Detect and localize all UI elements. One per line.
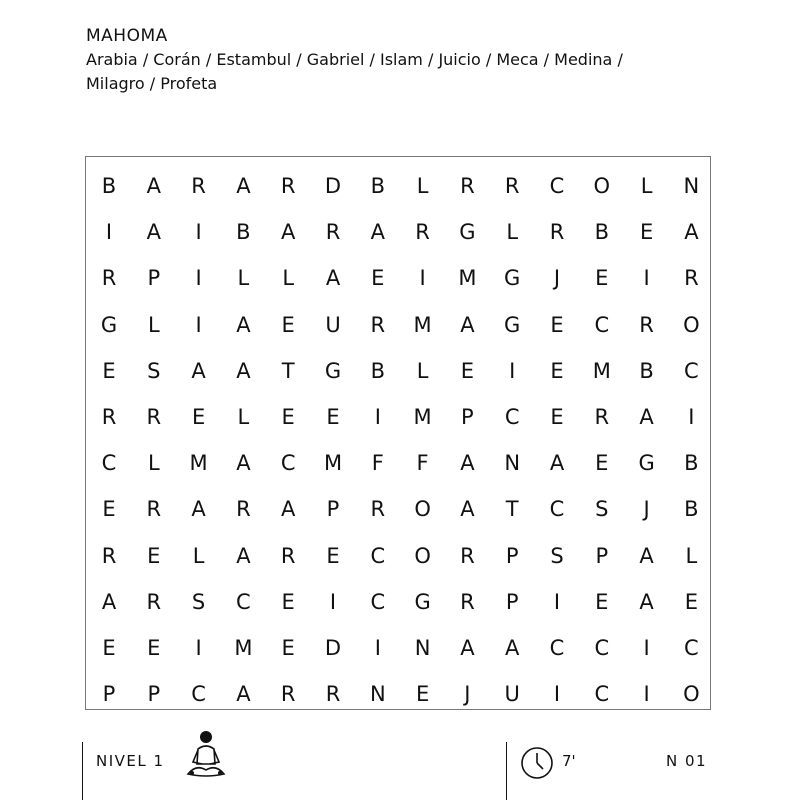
grid-cell[interactable]: M [323,451,343,476]
grid-cell[interactable]: C [280,451,296,476]
grid-cell[interactable]: R [504,174,520,198]
grid-cell[interactable]: R [460,589,475,614]
grid-cell[interactable]: E [326,405,340,429]
grid-cell[interactable]: O [414,497,431,522]
grid-cell[interactable]: G [324,358,342,383]
grid-cell[interactable]: A [191,497,206,522]
grid-cell[interactable]: A [236,358,251,383]
grid-cell[interactable]: G [504,266,521,291]
grid-cell[interactable]: I [195,312,202,337]
letter-grid [85,156,711,710]
footer-divider-right [506,742,507,800]
puzzle-number: N 01 [666,752,708,770]
grid-cell[interactable]: L [147,312,160,337]
grid-cell[interactable]: E [326,543,340,568]
grid-cell[interactable]: E [550,358,564,383]
grid-cell[interactable]: A [639,543,654,568]
grid-cell[interactable]: A [549,451,565,476]
grid-cell[interactable]: A [146,174,161,198]
grid-cell[interactable]: G [414,589,431,614]
grid-cell[interactable]: F [416,451,429,476]
grid-cell[interactable]: P [505,589,519,614]
grid-cell[interactable]: E [415,682,430,707]
word-list-line-1: Arabia / Corán / Estambul / Gabriel / Islam / Juicio / Meca / Medina / [86,50,623,69]
grid-cell[interactable]: B [594,220,609,245]
grid-cell[interactable]: L [506,220,519,245]
grid-cell[interactable]: C [549,174,565,198]
grid-cell[interactable]: A [505,636,520,660]
grid-cell[interactable]: M [234,636,253,660]
grid-cell[interactable]: B [236,220,251,245]
clock-icon [520,746,554,784]
grid-cell[interactable]: C [549,497,565,522]
grid-cell[interactable]: L [147,451,160,476]
grid-cell[interactable]: S [147,358,161,383]
grid-cell[interactable]: C [549,636,565,660]
word-list-line-2: Milagro / Profeta [86,74,218,93]
grid-cell[interactable]: S [191,589,206,614]
grid-cell[interactable]: A [236,312,251,337]
grid-cell[interactable]: E [550,405,564,429]
grid-cell[interactable]: S [550,543,564,568]
grid-cell[interactable]: C [191,682,206,707]
grid-cell[interactable]: E [102,497,116,522]
grid-cell[interactable]: E [684,589,699,614]
grid-cell[interactable]: E [102,636,116,660]
grid-cell[interactable]: A [236,543,251,568]
grid-cell[interactable]: A [460,636,475,660]
grid-cell[interactable]: N [414,636,431,660]
grid-cell[interactable]: C [504,405,520,429]
grid-cell[interactable]: I [688,405,695,429]
grid-cell[interactable]: E [281,589,295,614]
grid-cell[interactable]: N [369,682,386,707]
grid-cell[interactable]: R [146,497,162,522]
level-label: NIVEL 1 [96,752,165,770]
grid-cell[interactable]: I [195,220,202,245]
grid-cell[interactable]: T [505,497,519,522]
grid-cell[interactable]: M [413,405,432,429]
grid-cell[interactable]: L [416,174,429,198]
grid-cell[interactable]: R [370,312,386,337]
grid-cell[interactable]: O [683,312,700,337]
grid-cell[interactable]: E [147,636,161,660]
grid-cell[interactable]: A [236,451,251,476]
grid-cell[interactable]: E [595,266,609,291]
grid-cell[interactable]: A [639,405,654,429]
grid-cell[interactable]: B [370,174,385,198]
grid-cell[interactable]: L [640,174,653,198]
grid-cell[interactable]: I [553,589,561,614]
grid-cell[interactable]: S [595,497,609,522]
grid-cell[interactable]: E [550,312,564,337]
grid-cell[interactable]: A [236,682,251,707]
grid-cell[interactable]: O [593,174,611,198]
grid-cell[interactable]: R [460,543,475,568]
grid-cell[interactable]: R [639,312,654,337]
grid-cell[interactable]: B [684,497,699,522]
grid-cell[interactable]: L [282,266,295,291]
grid-cell[interactable]: I [374,636,381,660]
grid-cell[interactable]: I [195,266,202,291]
grid-cell[interactable]: I [374,405,381,429]
grid-cell[interactable]: I [643,636,650,660]
grid-cell[interactable]: U [504,682,520,707]
grid-cell[interactable]: R [236,497,251,522]
grid-cell[interactable]: L [685,543,698,568]
grid-cell[interactable]: R [370,497,386,522]
grid-cell[interactable]: L [237,405,250,429]
grid-cell[interactable]: C [684,636,699,660]
grid-cell[interactable]: B [684,451,699,476]
meditating-person-icon [184,728,228,784]
grid-cell[interactable]: I [419,266,426,291]
grid-cell[interactable]: E [371,266,385,291]
grid-cell[interactable]: A [460,497,475,522]
grid-cell[interactable]: R [415,220,430,245]
grid-cell[interactable]: C [370,589,386,614]
grid-cell[interactable]: M [413,312,432,337]
grid-cell[interactable]: R [684,266,699,291]
grid-cell[interactable]: B [370,358,385,383]
grid-cell[interactable]: L [416,358,429,383]
grid-cell[interactable]: L [237,266,250,291]
header [86,24,766,96]
grid-cell[interactable]: P [147,682,161,707]
grid-cell[interactable]: P [326,497,340,522]
grid-cell[interactable]: A [325,266,341,291]
grid-cell[interactable]: L [192,543,205,568]
grid-cell[interactable]: E [147,543,161,568]
word-list [86,48,766,96]
grid-cell[interactable]: R [280,543,296,568]
grid-cell[interactable]: C [594,636,610,660]
grid-cell[interactable]: F [371,451,384,476]
grid-cell[interactable]: J [553,266,561,291]
grid-cell[interactable]: A [684,220,699,245]
grid-cell[interactable]: N [683,174,700,198]
grid-cell[interactable]: E [595,451,609,476]
grid-cell[interactable]: R [146,405,162,429]
grid-cell[interactable]: R [146,589,162,614]
grid-cell[interactable]: C [101,451,117,476]
grid-cell[interactable]: J [643,497,650,522]
grid-cell[interactable]: J [464,682,471,707]
grid-cell[interactable]: E [191,405,206,429]
grid-cell[interactable]: E [102,358,116,383]
grid-cell[interactable]: P [147,266,161,291]
time-limit: 7' [562,752,576,770]
grid-cell[interactable]: E [460,358,475,383]
grid-cell[interactable]: C [370,543,386,568]
grid-cell[interactable]: C [594,682,610,707]
grid-cell[interactable]: E [595,589,609,614]
grid-cell[interactable]: R [101,266,117,291]
grid-cell[interactable]: O [414,543,431,568]
grid-cell[interactable]: I [643,682,650,707]
grid-cell[interactable]: M [189,451,208,476]
grid-cell[interactable]: D [324,174,342,198]
grid-cell[interactable]: M [458,266,477,291]
grid-cell[interactable]: P [505,543,519,568]
grid-cell[interactable]: I [329,589,337,614]
grid-cell[interactable]: A [281,220,296,245]
grid-cell[interactable]: I [509,358,516,383]
grid-cell[interactable]: R [549,220,565,245]
grid-cell[interactable]: R [191,174,206,198]
grid-cell[interactable]: A [146,220,161,245]
grid-cell[interactable]: A [236,174,251,198]
grid-cell[interactable]: E [281,405,295,429]
grid-cell[interactable]: E [281,312,295,337]
grid-cell[interactable]: I [105,220,113,245]
grid-cell[interactable]: R [460,174,475,198]
grid-cell[interactable]: E [639,220,654,245]
grid-cell[interactable]: R [325,682,341,707]
grid-cell[interactable]: G [504,312,521,337]
grid-cell[interactable]: A [460,312,475,337]
grid-cell[interactable]: B [101,174,117,198]
grid-cell[interactable]: I [643,266,650,291]
grid-cell[interactable]: G [459,220,476,245]
grid-cell[interactable]: T [281,358,295,383]
grid-cell[interactable]: D [324,636,342,660]
grid-cell[interactable]: C [236,589,251,614]
grid-cell[interactable]: A [101,589,117,614]
grid-cell[interactable]: U [325,312,341,337]
grid-cell[interactable]: A [370,220,385,245]
grid-cell[interactable]: A [191,358,206,383]
puzzle-title: MAHOMA [86,26,168,46]
grid-cell[interactable]: A [639,589,654,614]
grid-cell[interactable]: R [101,543,117,568]
grid-cell[interactable]: R [280,682,296,707]
grid-cell[interactable]: G [638,451,655,476]
grid-cell[interactable]: P [102,682,116,707]
grid-cell[interactable]: M [592,358,611,383]
grid-cell[interactable]: P [595,543,609,568]
grid-cell[interactable]: E [281,636,295,660]
grid-cell[interactable]: A [281,497,296,522]
grid-cell[interactable]: C [684,358,699,383]
grid-cell[interactable]: O [683,682,700,707]
grid-cell[interactable]: R [280,174,296,198]
grid-cell[interactable]: R [594,405,610,429]
grid-cell[interactable]: A [460,451,475,476]
grid-cell[interactable]: R [325,220,341,245]
grid-cell[interactable]: I [553,682,561,707]
footer-divider-left [82,742,83,800]
grid-cell[interactable]: R [101,405,117,429]
grid-cell[interactable]: C [594,312,610,337]
grid-cell[interactable]: G [100,312,118,337]
grid-cell[interactable]: I [195,636,202,660]
grid-cell[interactable]: B [639,358,654,383]
grid-cell[interactable]: N [504,451,521,476]
grid-cell[interactable]: P [461,405,474,429]
